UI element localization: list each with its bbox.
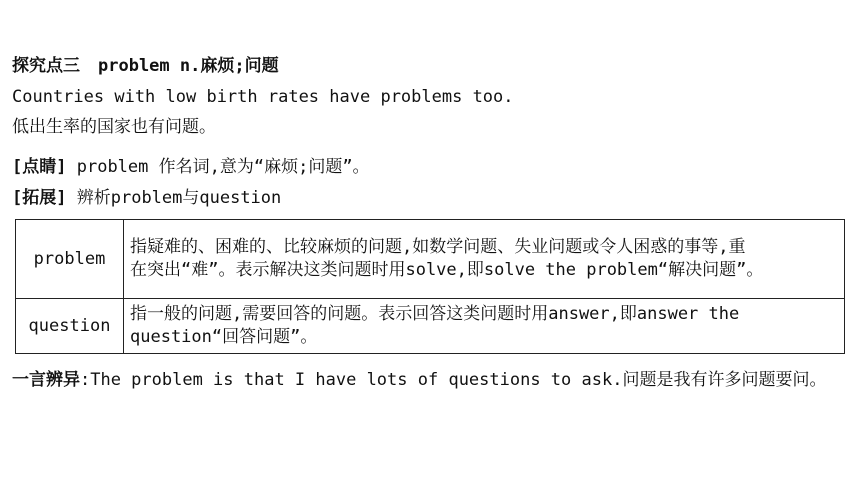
- section-heading: [12, 55, 279, 77]
- section-label: 探究点三: [12, 56, 80, 76]
- comparison-table: [15, 219, 845, 354]
- description-line: 指疑难的、困难的、比较麻烦的问题,如数学问题、失业问题或令人困惑的事等,重: [130, 237, 746, 257]
- table-row: [16, 220, 845, 299]
- example-sentence-en: Countries with low birth rates have problems too.: [12, 87, 514, 107]
- note-tag: [点睛]: [12, 157, 67, 177]
- extension-text: 辨析problem与question: [76, 188, 282, 208]
- extension-line: [12, 187, 281, 209]
- summary-line: [12, 369, 826, 391]
- description-line: 指一般的问题,需要回答的问题。表示回答这类问题时用answer,即answer the: [130, 304, 740, 324]
- table-row: [16, 299, 845, 354]
- description-line: question“回答问题”。: [130, 327, 318, 347]
- summary-tag: 一言辨异: [12, 370, 80, 390]
- section-title: problem n.麻烦;问题: [98, 56, 279, 76]
- description-line: 在突出“难”。表示解决这类问题时用solve,即solve the problem“解决问题”。: [130, 260, 764, 280]
- note-text: problem 作名词,意为“麻烦;问题”。: [76, 157, 370, 177]
- description-cell: [124, 220, 845, 299]
- summary-text: :The problem is that I have lots of questions to ask.问题是我有许多问题要问。: [80, 370, 827, 390]
- note-line: [12, 156, 370, 178]
- description-cell: [124, 299, 845, 354]
- word-cell: problem: [16, 220, 124, 299]
- word-cell: question: [16, 299, 124, 354]
- example-sentence-zh: 低出生率的国家也有问题。: [12, 117, 216, 137]
- extension-tag: [拓展]: [12, 188, 67, 208]
